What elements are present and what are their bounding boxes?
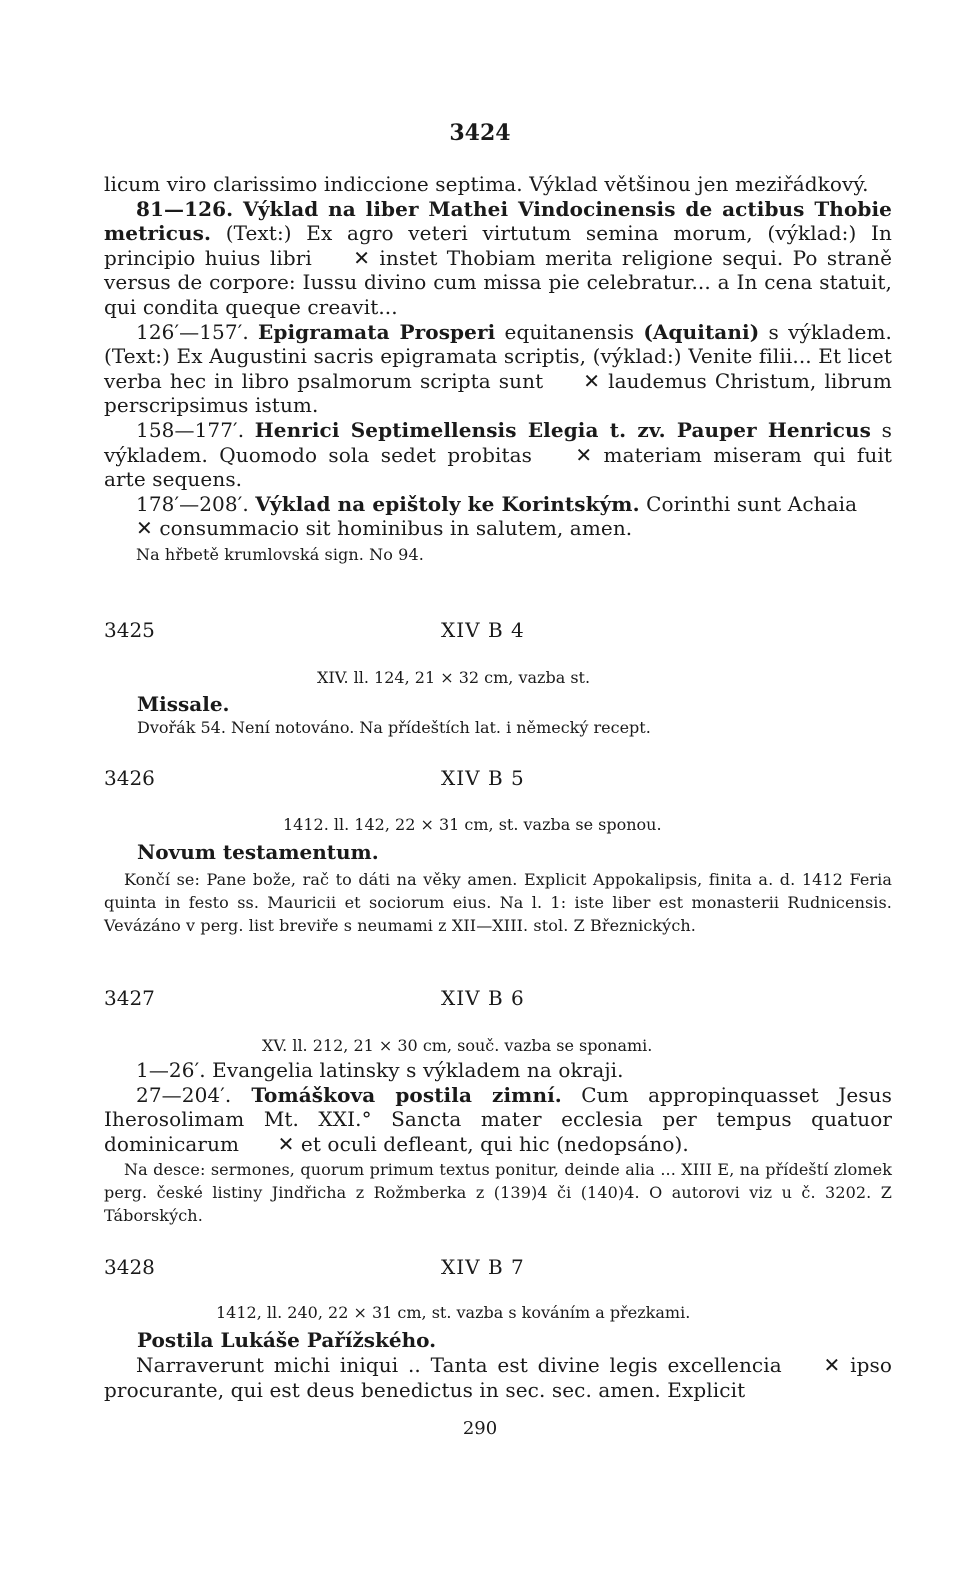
entry-3428-title: Postila Lukáše Pařížského. [137, 1328, 437, 1352]
paragraph-prosper [104, 320, 892, 418]
paragraph-text: Evangelia latinsky s výkladem na okraji. [205, 1058, 624, 1082]
folio-range: 27—204′. [136, 1082, 232, 1107]
entry-3427-notes: Na desce: sermones, quorum primum textus ponitur, deinde alia ... XIII E, na přídeští zlomek perg. české listiny Jindřicha z Rožmberka z (139)4 či (140)4. O autorovi viz u č. 3202. Z Táborských. [104, 1160, 892, 1226]
paragraph-text: Corinthi sunt Achaia [639, 491, 858, 516]
paragraph-text: instet Thobiam merita religione sequi. Po straně versus de corpore: Iussu divino cum missa pie celebratur... a In cena statuit, qui condita queque creavit... [104, 245, 893, 319]
entry-3428-header [104, 1255, 892, 1285]
entry-number: 3425 [104, 618, 155, 642]
entry-number: 3427 [104, 986, 155, 1010]
paragraph-text: consummacio sit hominibus in salutem, amen. [152, 516, 633, 541]
cross-sign-icon: ✕ [575, 442, 593, 467]
section-heading: Epigramata Prosperi [258, 319, 496, 344]
entry-3427-item-1 [104, 1058, 892, 1083]
entry-signature: XIV B 5 [441, 766, 525, 790]
paragraph-text: Cum appropinquasset Jesus Iherosolimam Mt. XXI.° Sancta mater ecclesia per tempus quatuor dominicarum [104, 1082, 892, 1156]
paragraph-text: equitanensis [495, 319, 644, 344]
entry-3426-notes-block [104, 868, 892, 937]
entry-3427-body [104, 1058, 892, 1227]
paragraph-text: (Text:) Ex agro veteri virtutum semina morum, (výklad:) In principio huius libri [104, 221, 892, 270]
section-heading: 81—126. Výklad na liber Mathei Vindocinensis de actibus Thobie metricus. [104, 196, 892, 246]
entry-3425-header [104, 618, 892, 648]
paragraph-korintskym [104, 492, 892, 541]
paragraph-text: Narraverunt michi iniqui .. Tanta est divine legis excellencia [136, 1353, 792, 1377]
section-heading: Tomáškova postila zimní. [231, 1082, 562, 1107]
entry-signature: XIV B 7 [441, 1255, 525, 1279]
entry-3426-header [104, 766, 892, 796]
paragraph-henricus [104, 418, 892, 492]
entry-3426-title: Novum testamentum. [137, 840, 379, 864]
footnote-3424: Na hřbetě krumlovská sign. No 94. [136, 544, 424, 564]
entry-3428-text [104, 1353, 892, 1402]
entry-3428-body [104, 1353, 892, 1402]
paragraph-thobie [104, 197, 892, 320]
paragraph-text: s výkladem. Quomodo sola sedet probitas [104, 417, 892, 467]
cross-sign-icon: ✕ [136, 516, 153, 541]
page-header-number: 3424 [449, 120, 511, 146]
entry-3425-notes: Dvořák 54. Není notováno. Na přídeštích lat. i německý recept. [137, 718, 651, 737]
section-heading: (Aquitani) [643, 319, 760, 344]
entry-number: 3428 [104, 1255, 155, 1279]
paragraph-text: materiam miseram qui fuit arte sequens. [104, 442, 892, 492]
entry-3425-physical-description: XIV. ll. 124, 21 × 32 cm, vazba st. [317, 668, 591, 687]
entry-3424-continuation [104, 172, 892, 566]
paragraph-text: ipso procurante, qui est deus benedictus in sec. sec. amen. Explicit [104, 1353, 893, 1402]
paragraph-text: et oculi defleant, qui hic (nedopsáno). [294, 1131, 689, 1156]
entry-number: 3426 [104, 766, 155, 790]
cross-sign-icon: ✕ [823, 1353, 841, 1377]
entry-3427-item-2 [104, 1083, 892, 1157]
entry-signature: XIV B 4 [441, 618, 525, 642]
section-heading: Henrici Septimellensis Elegia t. zv. Pauper Henricus [254, 417, 872, 442]
cross-sign-icon: ✕ [353, 245, 371, 270]
paragraph-text: s výkladem. (Text:) Ex Augustini sacris epigramata scriptis, (výklad:) Venite filii... Et licet verba hec in libro psalmorum scripta sunt [104, 319, 892, 393]
cross-sign-icon: ✕ [583, 368, 601, 393]
entry-3427-header [104, 986, 892, 1016]
folio-range: 126′—157′. [136, 319, 259, 344]
entry-signature: XIV B 6 [441, 986, 525, 1010]
section-heading: Výklad na epištoly ke Korintským. [255, 491, 640, 516]
entry-3427-physical-description: XV. ll. 212, 21 × 30 cm, souč. vazba se sponami. [262, 1036, 653, 1055]
paragraph-incipit-end: licum viro clarissimo indiccione septima. Výklad většinou jen meziřádkový. [104, 172, 869, 196]
folio-range: 158—177′. [136, 417, 255, 442]
entry-3425-title: Missale. [137, 692, 230, 716]
paragraph-text: laudemus Christum, librum perscripsimus istum. [104, 368, 892, 418]
entry-3428-physical-description: 1412, ll. 240, 22 × 31 cm, st. vazba s kováním a přezkami. [216, 1303, 691, 1322]
cross-sign-icon: ✕ [277, 1131, 295, 1156]
entry-3426-physical-description: 1412. ll. 142, 22 × 31 cm, st. vazba se sponou. [283, 815, 662, 834]
entry-3426-notes: Končí se: Pane bože, rač to dáti na věky amen. Explicit Appokalipsis, finita a. d. 1412 Feria quinta in festo ss. Mauricii et sociorum eius. Na l. 1: iste liber est monasterii Rudnicensis. Vevázáno v perg. list breviře s neumami z XII—XIII. stol. Z Březnických. [104, 870, 892, 935]
folio-range: 178′—208′. [136, 491, 256, 516]
page-footer-number: 290 [462, 1418, 498, 1439]
folio-range: 1—26′. [136, 1058, 206, 1082]
